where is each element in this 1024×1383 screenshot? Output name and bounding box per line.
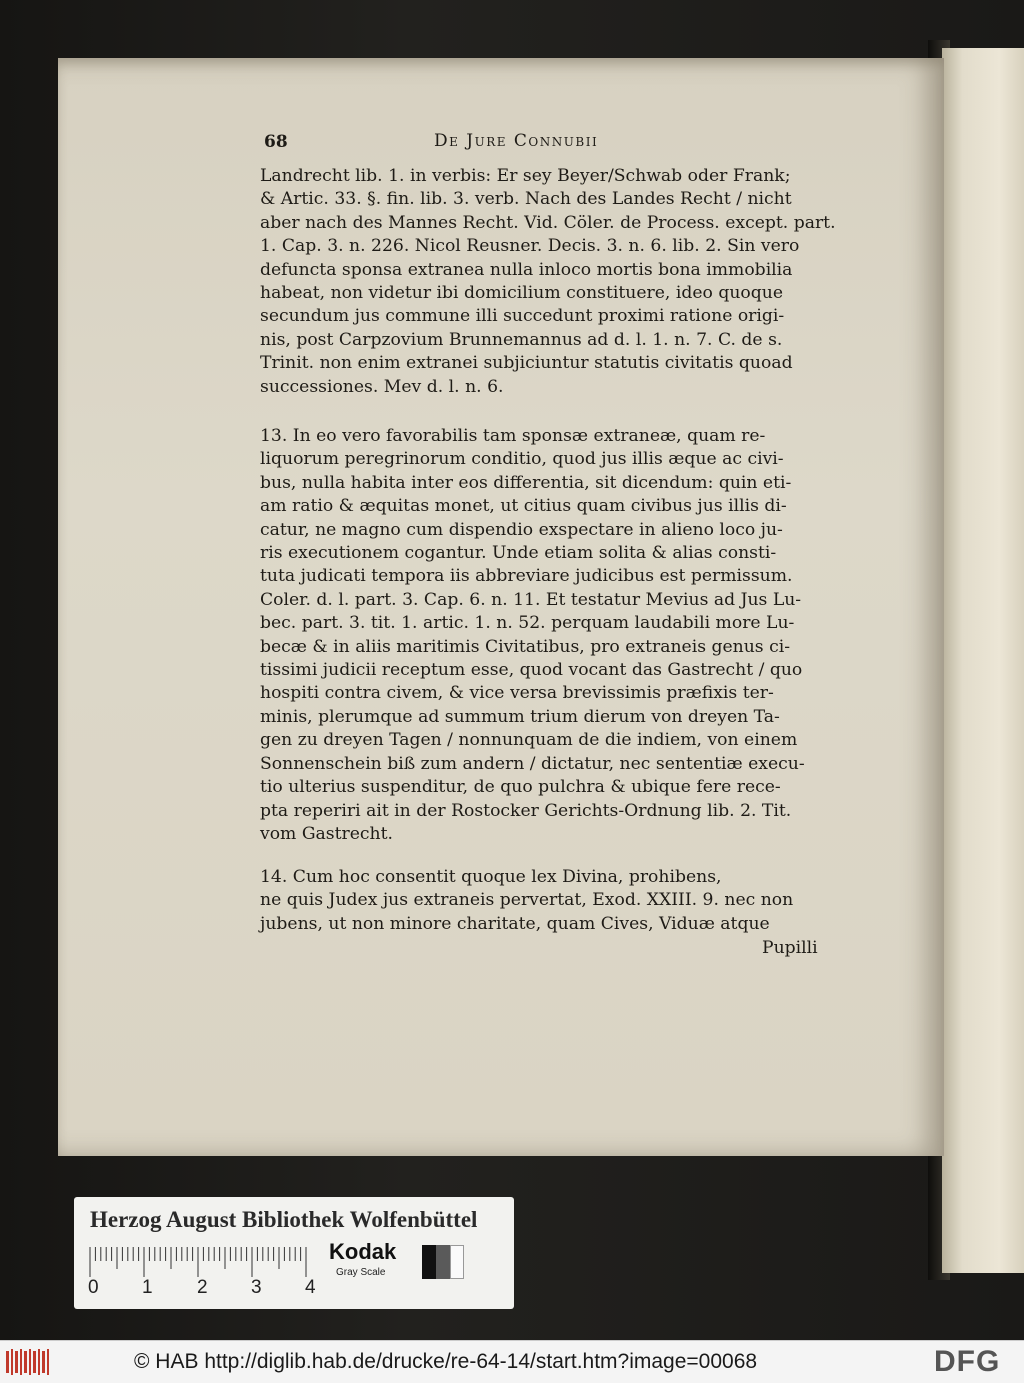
text-line: jubens, ut non minore charitate, quam Cives, Viduæ atque [260,913,770,934]
text-line: successiones. Mev d. l. n. 6. [260,376,504,397]
dfg-logo: DFG [934,1345,1001,1378]
swatch-white [450,1245,464,1279]
text-line: tissimi judicii receptum esse, quod vocant das Gastrecht / quo [260,660,803,681]
text-line: ris executionem cogantur. Unde etiam solita & alias consti- [260,543,777,564]
color-target-card [74,1197,514,1309]
ruler-number: 2 [197,1277,208,1298]
ruler-number: 4 [305,1277,316,1298]
text-line: habeat, non videtur ibi domicilium constituere, ideo quoque [260,283,783,304]
text-line: liquorum peregrinorum conditio, quod jus illis æque ac civi- [260,449,784,470]
text-line: minis, plerumque ad summum trium dierum von dreyen Ta- [260,706,780,727]
text-line: becæ & in aliis maritimis Civitatibus, pro extraneis genus ci- [260,636,791,657]
ruler-number: 0 [88,1277,99,1298]
text-line: 14. Cum hoc consentit quoque lex Divina, prohibens, [260,867,722,887]
text-line: Sonnenschein biß zum andern / dictatur, nec sententiæ execu- [260,753,805,774]
text-line: aber nach des Mannes Recht. Vid. Cöler. de Process. except. part. [260,212,836,233]
text-line: gen zu dreyen Tagen / nonnunquam de die indiem, von einem [260,730,798,751]
text-line: 1. Cap. 3. n. 226. Nicol Reusner. Decis. 3. n. 6. lib. 2. Sin vero [260,236,800,257]
paragraph-1 [260,165,838,399]
paragraph-3 [260,866,838,936]
text-line: & Artic. 33. §. fin. lib. 3. verb. Nach des Landes Recht / nicht [260,189,792,210]
text-line: pta reperiri ait in der Rostocker Gerichts-Ordnung lib. 2. Tit. [260,800,792,821]
running-header [264,128,764,156]
swatch-gray [436,1245,450,1279]
text-line: Trinit. non enim extranei subjiciuntur statutis civitatis quoad [260,353,793,374]
paragraph-2 [260,425,838,846]
text-line: ne quis Judex jus extraneis pervertat, Exod. XXIII. 9. nec non [260,890,794,911]
text-line: bec. part. 3. tit. 1. artic. 1. n. 52. perquam laudabili more Lu- [260,613,795,634]
swatch-black [422,1245,436,1279]
catchword: Pupilli [762,938,818,958]
ruler-number: 3 [251,1277,262,1298]
hab-barcode-icon [6,1347,52,1377]
page-number: 68 [264,132,288,152]
text-line: Landrecht lib. 1. in verbis: Er sey Beyer/Schwab oder Frank; [260,166,791,186]
text-line: bus, nulla habita inter eos differentia, sit dicendum: quin eti- [260,472,792,493]
text-line: am ratio & æquitas monet, ut citius quam civibus jus illis di- [260,496,787,517]
running-head-title: De Jure Connubii [434,131,599,151]
text-line: secundum jus commune illi succedunt proximi ratione origi- [260,306,785,327]
text-line: vom Gastrecht. [260,823,393,844]
scale-ruler [88,1245,318,1277]
kodak-logo: Kodak [329,1239,397,1264]
text-line: 13. In eo vero favorabilis tam sponsæ extraneæ, quam re- [260,426,766,446]
footer-bar [0,1340,1024,1383]
text-line: defuncta sponsa extranea nulla inloco mortis bona immobilia [260,259,793,280]
library-name: Herzog August Bibliothek Wolfenbüttel [90,1207,478,1232]
text-line: tuta judicati tempora iis abbreviare judicibus est permissum. [260,566,793,587]
text-line: tio ulterius suspenditur, de quo pulchra & ubique fere rece- [260,777,781,798]
ruler-numbers [88,1277,328,1301]
copyright-url[interactable]: © HAB http://diglib.hab.de/drucke/re-64-14/start.htm?image=00068 [134,1350,758,1373]
gray-scale-label: Gray Scale [336,1267,386,1278]
text-line: Coler. d. l. part. 3. Cap. 6. n. 11. Et testatur Mevius ad Jus Lu- [260,589,802,610]
text-line: nis, post Carpzovium Brunnemannus ad d. l. 1. n. 7. C. de s. [260,329,783,350]
text-line: hospiti contra civem, & vice versa brevissimis præfixis ter- [260,683,774,704]
facing-page-edge [942,48,1024,1273]
text-line: catur, ne magno cum dispendio exspectare in alieno loco ju- [260,519,783,540]
ruler-number: 1 [142,1277,153,1298]
